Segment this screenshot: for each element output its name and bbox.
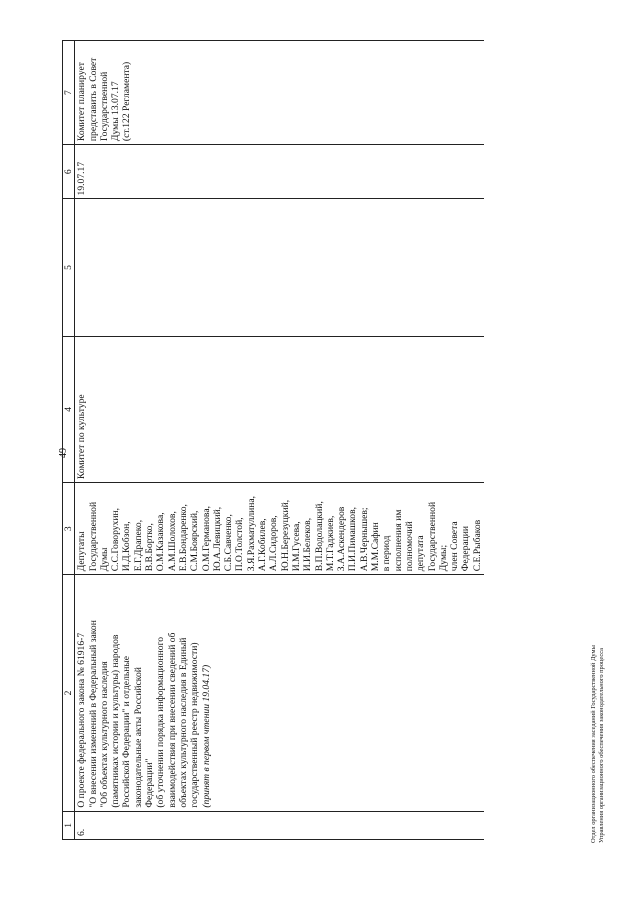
author-line: З.Я.Рахматуллина, (245, 495, 257, 572)
author-line: М.Т.Гаджиев, (324, 515, 336, 572)
bill-description-line: государственный реестр недвижимости) (189, 642, 201, 808)
author-line: И.М.Гусева, (290, 521, 302, 572)
author-line: в период (381, 535, 393, 572)
author-line: Думы (98, 547, 110, 572)
date-cell: 19.07.17 (75, 145, 484, 199)
author-line: С.Е.Рыбаков (471, 519, 483, 572)
bill-description-line: "О внесении изменений в Федеральный закон (87, 620, 99, 808)
author-line: А.Г.Кобилев, (257, 518, 269, 572)
bill-description (75, 575, 484, 811)
author-line: Ю.Н.Березуцкий, (279, 499, 291, 572)
plan-note-line: представить в Совет (87, 57, 99, 142)
footer-line: Управления организационного обеспечения законодательного процесса (598, 648, 605, 843)
author-line: Федерации (460, 525, 472, 572)
plan-note-line: Государственной (98, 71, 110, 142)
table-row (75, 41, 484, 840)
author-line: С.М.Боярский, (189, 510, 201, 572)
author-line: М.М.Сафин (370, 522, 382, 572)
author-line: С.С.Говорухин, (110, 507, 122, 572)
author-line: О.М.Казакова, (155, 512, 167, 572)
author-line: Думы; (437, 544, 449, 572)
bill-description-line: объектах культурного наследия в Единый (177, 637, 189, 808)
author-line: Депутаты (76, 531, 88, 572)
bill-first-reading-note: (принят в первом чтении 19.04.17) (200, 664, 212, 808)
author-line: В.В.Бортко, (144, 523, 156, 572)
responsible-committee: Комитет по культуре (75, 336, 484, 483)
footer (590, 645, 606, 843)
author-line: А.Л.Сидоров, (268, 515, 280, 572)
header-col-4: 4 (63, 336, 75, 483)
header-col-3: 3 (63, 483, 75, 575)
row-number: 6. (75, 811, 484, 839)
plan-note-line: (ст.122 Регламента) (121, 61, 133, 142)
author-line: О.М.Германова, (200, 506, 212, 572)
header-col-7: 7 (63, 41, 75, 145)
plan-note (75, 41, 484, 145)
author-line: С.Б.Савченко, (223, 514, 235, 572)
author-line: член Совета (449, 521, 461, 572)
plan-note-line: Думы 13.07.17 (110, 81, 122, 142)
bills-table (62, 40, 484, 840)
bill-authors-lines (76, 486, 483, 571)
header-col-6: 6 (63, 145, 75, 199)
author-line: В.П.Водолацкий, (313, 501, 325, 572)
author-line: депутата (415, 535, 427, 572)
header-col-1: 1 (63, 811, 75, 839)
bill-description-line: Российской Федерации" и отдельные (121, 655, 133, 808)
author-line: полномочий (403, 521, 415, 572)
bill-description-line: (памятниках истории и культуры) народов (110, 634, 122, 808)
header-col-2: 2 (63, 575, 75, 811)
author-line: И.Д.Кобзон, (121, 521, 133, 572)
plan-note-line: Комитет планирует (76, 62, 88, 142)
header-col-5: 5 (63, 199, 75, 336)
author-line: А.В.Чернышев; (358, 507, 370, 572)
author-line: исполнения им (392, 509, 404, 572)
author-line: Государственной (87, 501, 99, 572)
col-5-cell (75, 199, 484, 336)
author-line: П.О.Толстой, (234, 517, 246, 572)
bill-description-line: взаимодействия при внесении сведений об (166, 632, 178, 808)
author-line: Е.Г.Драпеко, (132, 519, 144, 572)
author-line: Государственной (426, 501, 438, 572)
page-number: 49 (58, 448, 69, 458)
footer-line: Отдел организационного обеспечения заседаний Государственной Думы (590, 645, 597, 843)
author-line: Е.В.Бондаренко, (177, 504, 189, 572)
author-line: П.И.Пимашков, (347, 507, 359, 572)
author-line: З.А.Аскендеров (336, 506, 348, 572)
bill-description-line: Федерации" (144, 758, 156, 808)
bill-authors (75, 483, 484, 575)
author-line: И.И.Белеков, (302, 517, 314, 572)
bill-description-line: (об уточнении порядка информационного (155, 636, 167, 808)
bill-description-line: О проекте федерального закона № 61916-7 (76, 632, 88, 808)
bill-description-line: законодательные акты Российской (132, 667, 144, 808)
table-header-row (63, 41, 75, 840)
author-line: А.М.Шолохов, (166, 511, 178, 572)
author-line: Ю.А.Левицкий, (211, 506, 223, 572)
plan-note-lines (76, 44, 132, 141)
bill-description-line: "Об объектах культурного наследия (98, 661, 110, 808)
bill-description-lines (76, 578, 200, 807)
